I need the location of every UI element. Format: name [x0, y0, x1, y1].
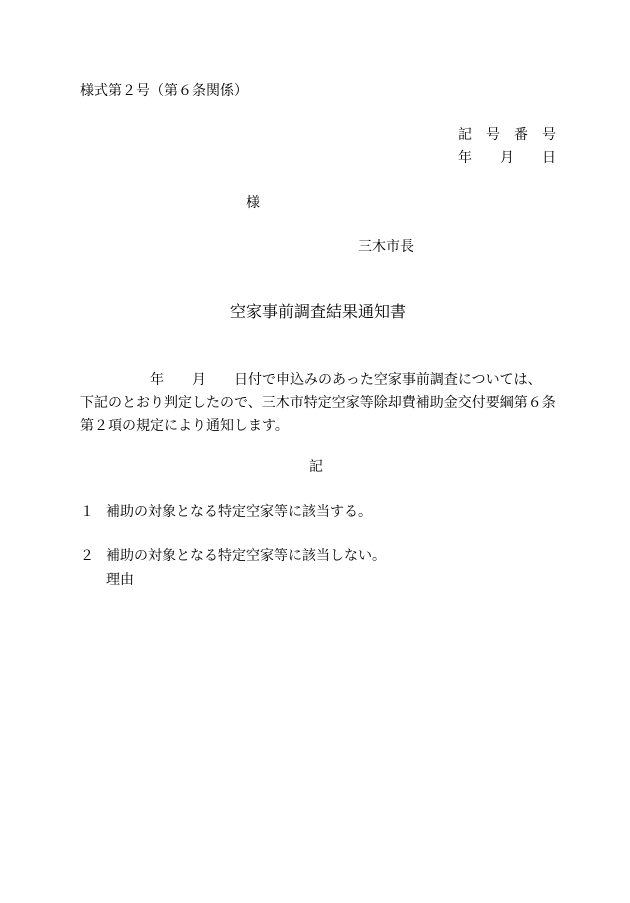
body-line-3: 第２項の規定により通知します。: [80, 418, 289, 434]
document-number: 記 号 番 号: [458, 127, 556, 143]
sender-name: 三木市長: [358, 239, 414, 255]
body-paragraph: [80, 369, 560, 438]
body-line-1: 年 月 日付で申込みのあった空家事前調査については、: [80, 372, 542, 388]
addressee-suffix: 様: [246, 195, 260, 211]
item-1-text: 補助の対象となる特定空家等に該当する。: [106, 504, 372, 520]
item-2-text: 補助の対象となる特定空家等に該当しない。: [106, 548, 386, 564]
reason-label: 理由: [106, 572, 134, 588]
form-label: 様式第２号（第６条関係）: [80, 83, 248, 99]
ki-heading: 記: [309, 459, 323, 475]
document-title: 空家事前調査結果通知書: [230, 302, 407, 321]
body-line-2: 下記のとおり判定したので、三木市特定空家等除却費補助金交付要綱第６条: [80, 395, 556, 411]
item-1-number: １: [80, 504, 94, 520]
document-date: 年 月 日: [458, 150, 556, 166]
item-2-number: ２: [80, 548, 94, 564]
